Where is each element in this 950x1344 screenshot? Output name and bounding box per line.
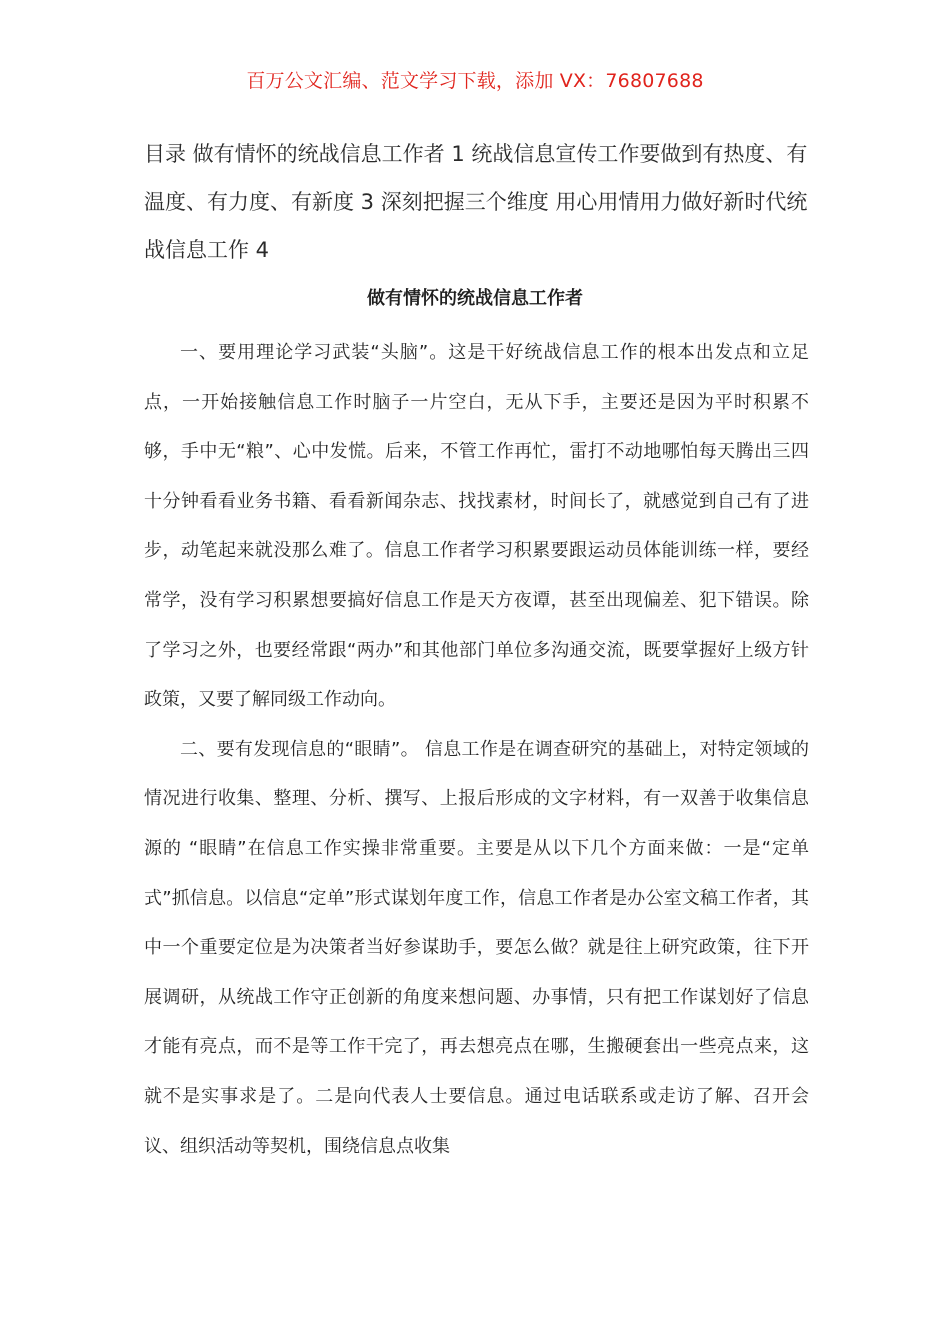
promo-banner: 百万公文汇编、范文学习下载，添加 VX：76807688 [246, 70, 704, 92]
document-body [144, 328, 809, 1171]
table-of-contents: 目录 做有情怀的统战信息工作者 1 统战信息宣传工作要做到有热度、有温度、有力度、有新度 3 深刻把握三个维度 用心用情用力做好新时代统战信息工作 4 [144, 142, 808, 262]
document-title: 做有情怀的统战信息工作者 [367, 288, 583, 309]
paragraph: 一、要用理论学习武装“头脑”。这是干好统战信息工作的根本出发点和立足点，一开始接触信息工作时脑子一片空白，无从下手，主要还是因为平时积累不够，手中无“粮”、心中发慌。后来，不管工作再忙，雷打不动地哪怕每天腾出三四十分钟看看业务书籍、看看新闻杂志、找找素材，时间长了，就感觉到自己有了进步，动笔起来就没那么难了。信息工作者学习积累要跟运动员体能训练一样，要经常学，没有学习积累想要搞好信息工作是天方夜谭，甚至出现偏差、犯下错误。除了学习之外，也要经常跟“两办”和其他部门单位多沟通交流，既要掌握好上级方针政策，又要了解同级工作动向。 [144, 342, 809, 711]
paragraph: 二、要有发现信息的“眼睛”。 信息工作是在调查研究的基础上，对特定领域的情况进行收集、整理、分析、撰写、上报后形成的文字材料，有一双善于收集信息源的 “眼睛”在信息工作实操非常重要。主要是从以下几个方面来做：一是“定单式”抓信息。以信息“定单”形式谋划年度工作，信息工作者是办公室文稿工作者，其中一个重要定位是为决策者当好参谋助手，要怎么做？就是往上研究政策，往下开展调研，从统战工作守正创新的角度来想问题、办事情，只有把工作谋划好了信息才能有亮点，而不是等工作干完了，再去想亮点在哪，生搬硬套出一些亮点来，这就不是实事求是了。二是向代表人士要信息。通过电话联系或走访了解、召开会议、组织活动等契机，围绕信息点收集 [144, 738, 809, 1157]
